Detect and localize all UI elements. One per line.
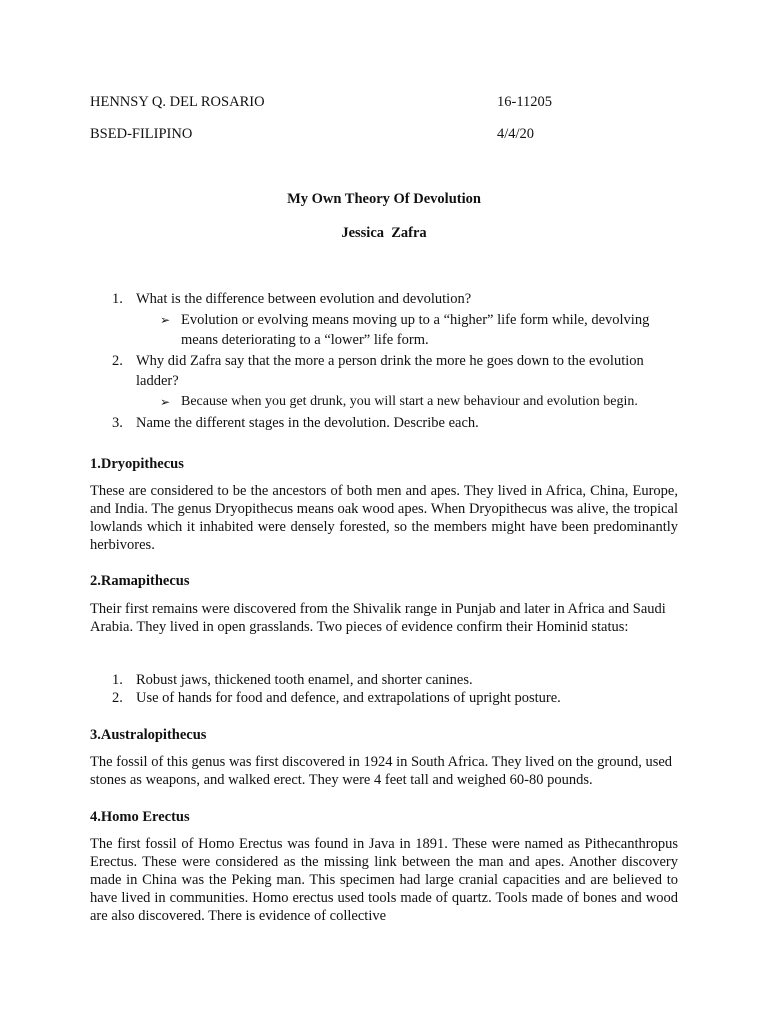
section-body: Their first remains were discovered from the Shivalik range in Punjab and later in Africa and Saudi Arabia. They lived in open grasslands. Two pieces of evidence confirm their Hominid status: xyxy=(90,601,666,635)
student-name: HENNSY Q. DEL ROSARIO xyxy=(90,94,265,110)
section-body: The first fossil of Homo Erectus was found in Java in 1891. These were named as Pithecanthropus Erectus. These were considered as the missing link between the man and apes. Another discovery made in China was the Peking man. This specimen had large cranial capacities and are believed to have lived in communities. Homo erectus used tools made of quartz. Tools made of bones and wood are also discovered. There is evidence of collective xyxy=(90,836,678,924)
document-author: Jessica Zafra xyxy=(341,225,427,241)
question-number: 1. xyxy=(112,291,123,307)
arrow-bullet-icon: ➢ xyxy=(160,313,171,327)
question-text: What is the difference between evolution and devolution? xyxy=(136,291,472,307)
answer-text: Because when you get drunk, you will start a new behaviour and evolution begin. xyxy=(181,394,638,409)
question-number: 2. xyxy=(112,353,123,369)
list-item-number: 1. xyxy=(112,672,123,688)
answer-text-line: Evolution or evolving means moving up to a “higher” life form while, devolving xyxy=(181,312,650,328)
document-title: My Own Theory Of Devolution xyxy=(287,191,481,207)
course: BSED-FILIPINO xyxy=(90,126,193,142)
question-text-line: Why did Zafra say that the more a person drink the more he goes down to the evolution xyxy=(136,353,644,369)
question-number: 3. xyxy=(112,415,123,431)
section-body: These are considered to be the ancestors of both men and apes. They lived in Africa, China, Europe, and India. The genus Dryopithecus means oak wood apes. When Dryopithecus was alive, the tropical lowlands which it inhabited were densely forested, so the members might have been predominantly herbivores. xyxy=(90,483,678,553)
section-heading: 3.Australopithecus xyxy=(90,727,207,743)
section-heading: 2.Ramapithecus xyxy=(90,573,190,589)
section-heading: 1.Dryopithecus xyxy=(90,456,184,472)
answer-text-line: means deteriorating to a “lower” life form. xyxy=(181,332,429,348)
arrow-bullet-icon: ➢ xyxy=(160,395,171,409)
list-item: Robust jaws, thickened tooth enamel, and shorter canines. xyxy=(136,672,473,688)
student-id: 16-11205 xyxy=(497,94,553,110)
list-item-number: 2. xyxy=(112,690,123,706)
section-body: The fossil of this genus was first discovered in 1924 in South Africa. They lived on the ground, used stones as weapons, and walked erect. They were 4 feet tall and weighed 60-80 pounds. xyxy=(90,754,673,788)
date: 4/4/20 xyxy=(497,126,535,142)
question-text-line: ladder? xyxy=(136,373,179,389)
section-heading: 4.Homo Erectus xyxy=(90,809,190,825)
list-item: Use of hands for food and defence, and extrapolations of upright posture. xyxy=(136,690,561,706)
question-text: Name the different stages in the devolution. Describe each. xyxy=(136,415,479,431)
